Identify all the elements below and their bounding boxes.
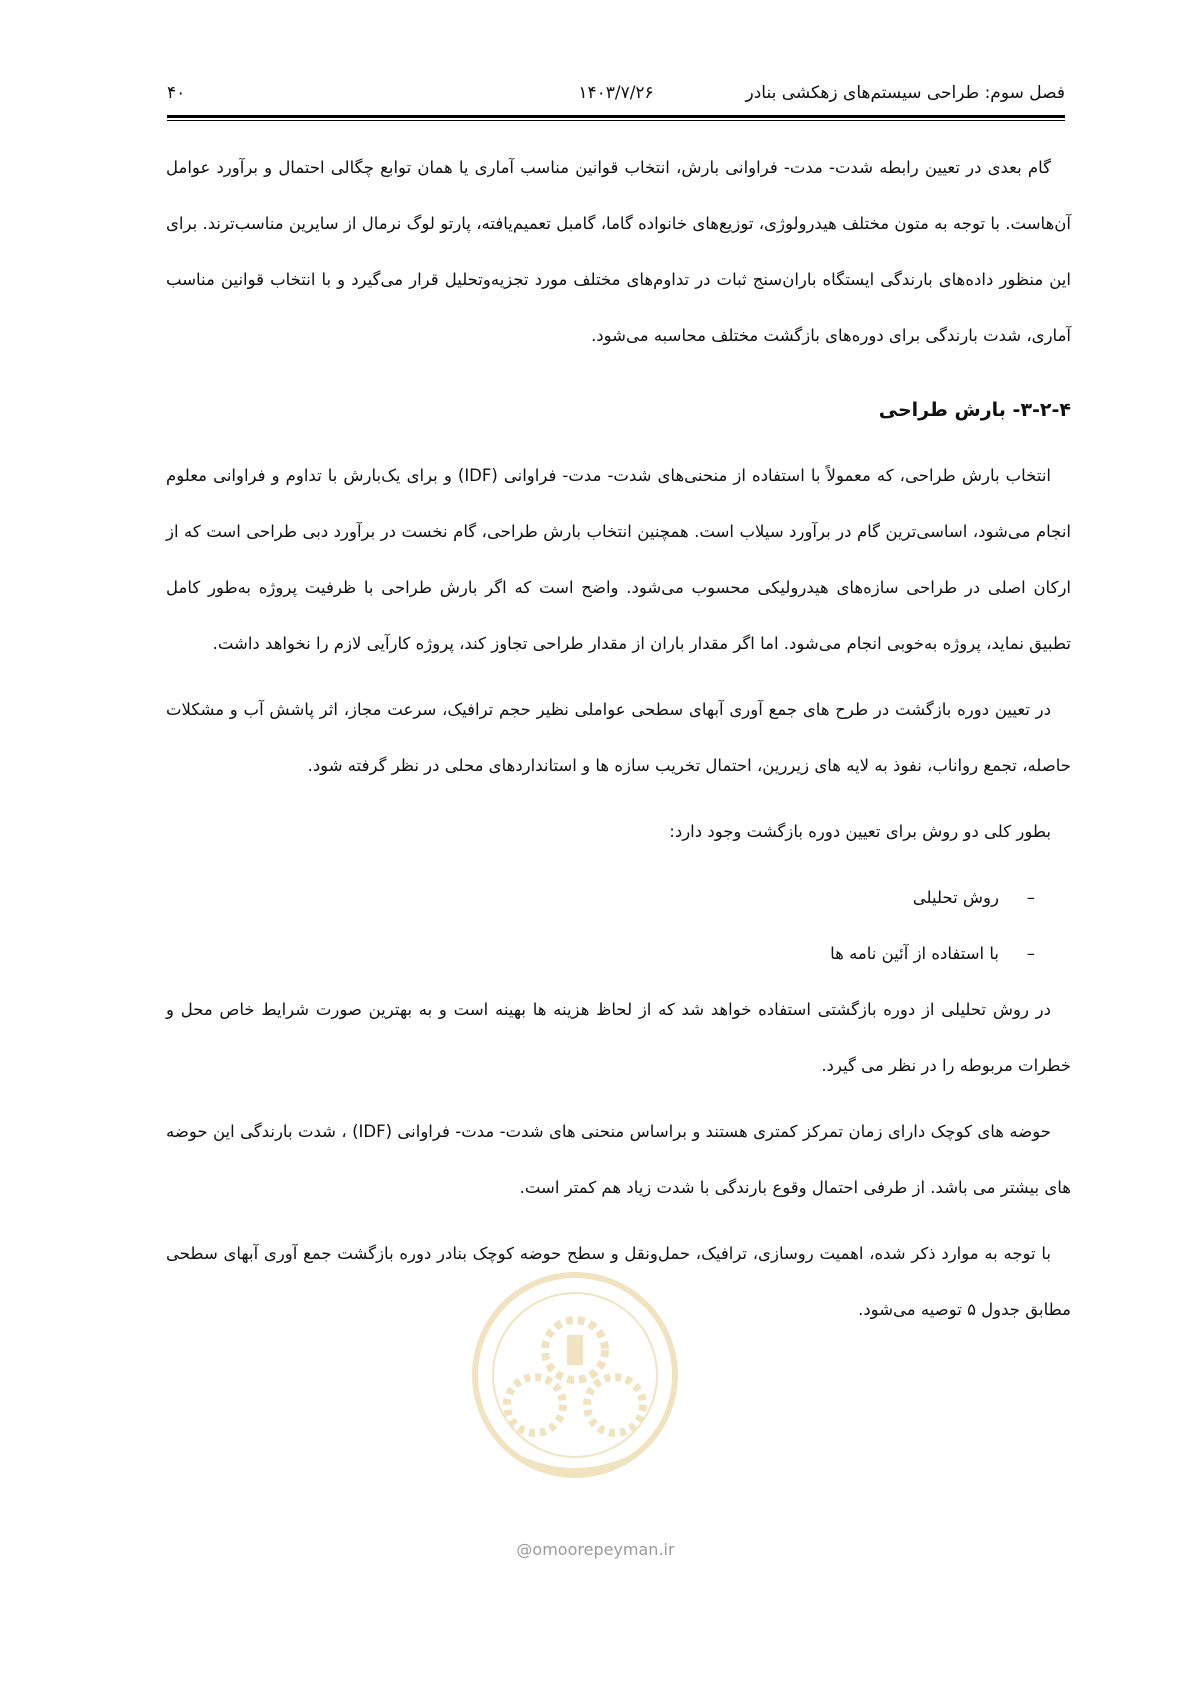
paragraph-7: با توجه به موارد ذکر شده، اهمیت روسازی، ترافیک، حمل‌ونقل و سطح حوضه کوچک بنادر دوره بازگشت جمع آوری آبهای سطحی مطابق جدول ۵ توصیه می‌شود. [166,1244,1071,1319]
paragraph-5: در روش تحلیلی از دوره بازگشتی استفاده خواهد شد که از لحاظ هزینه ها بهینه است و به بهترین صورت شرایط خاص محل و خطرات مربوطه را در نظر می گیرد. [166,1000,1071,1075]
page-number: ۴۰ [167,83,186,103]
section-heading: ۳-۲-۴- بارش طراحی [878,399,1071,421]
watermark-url-text: omoorepeyman.ir [532,1540,675,1559]
list-item-label: روش تحلیلی [912,888,999,907]
watermark-glyph: @ [516,1540,533,1559]
header-chapter-title: فصل سوم: طراحی سیستم‌های زهکشی بنادر [745,83,1065,103]
paragraph-2: انتخاب بارش طراحی، که معمولاً با استفاده از منحنی‌های شدت- مدت- فراوانی (IDF) و برای یک‌بارش با تداوم و فراوانی معلوم انجام می‌شود، اساسی‌ترین گام در برآورد سیلاب است. همچنین انتخاب بارش طراحی، گام نخست در برآورد دبی طراحی است که از ارکان اصلی در طراحی سازه‌های هیدرولیکی محسوب می‌شود. واضح است که اگر بارش طراحی با ظرفیت پروژه به‌طور کامل تطبیق نماید، پروژه به‌خوبی انجام می‌شود. اما اگر مقدار باران از مقدار طراحی تجاوز کند، پروژه کارآیی لازم را نخواهد داشت. [166,466,1071,653]
document-body [166,140,1071,1348]
header-divider-thin [167,120,1065,121]
paragraph-3: در تعیین دوره بازگشت در طرح های جمع آوری آبهای سطحی عواملی نظیر حجم ترافیک، سرعت مجاز، اثر پاشش آب و مشکلات حاصله، تجمع رواناب، نفوذ به لایه های زیررین، احتمال تخریب سازه ها و استانداردهای محلی در نظر گرفته شود. [166,700,1071,775]
paragraph-4: بطور کلی دو روش برای تعیین دوره بازگشت وجود دارد: [669,822,1051,841]
watermark-url [0,1540,1191,1559]
list-item [166,870,1035,926]
list-item [166,926,1035,982]
paragraph-6: حوضه های کوچک دارای زمان تمرکز کمتری هستند و براساس منحنی های شدت- مدت- فراوانی (IDF) ، شدت بارندگی این حوضه های بیشتر می باشد. از طرفی احتمال وقوع بارندگی با شدت زیاد هم کمتر است. [166,1122,1071,1197]
list-dash: – [1026,888,1035,907]
list-item-label: با استفاده از آئین نامه ها [830,944,999,963]
list-dash: – [1026,944,1035,963]
page-header [167,68,1065,120]
paragraph-1: گام بعدی در تعیین رابطه شدت- مدت- فراوانی بارش، انتخاب قوانین مناسب آماری یا همان توابع چگالی احتمال و برآورد عوامل آن‌هاست. با توجه به متون مختلف هیدرولوژی، توزیع‌های خانواده گاما، گامبل تعمیم‌یافته، پارتو لوگ نرمال از سایرین مناسب‌ترند. برای این منظور داده‌های بارندگی ایستگاه باران‌سنج ثبات در تداوم‌های مختلف مورد تجزیه‌وتحلیل قرار می‌گیرد و با انتخاب قوانین مناسب آماری، شدت بارندگی برای دوره‌های بازگشت مختلف محاسبه می‌شود. [166,158,1071,345]
method-list [166,870,1071,982]
header-date: ۱۴۰۳/۷/۲۶ [578,83,654,103]
header-divider-thick [167,115,1065,118]
